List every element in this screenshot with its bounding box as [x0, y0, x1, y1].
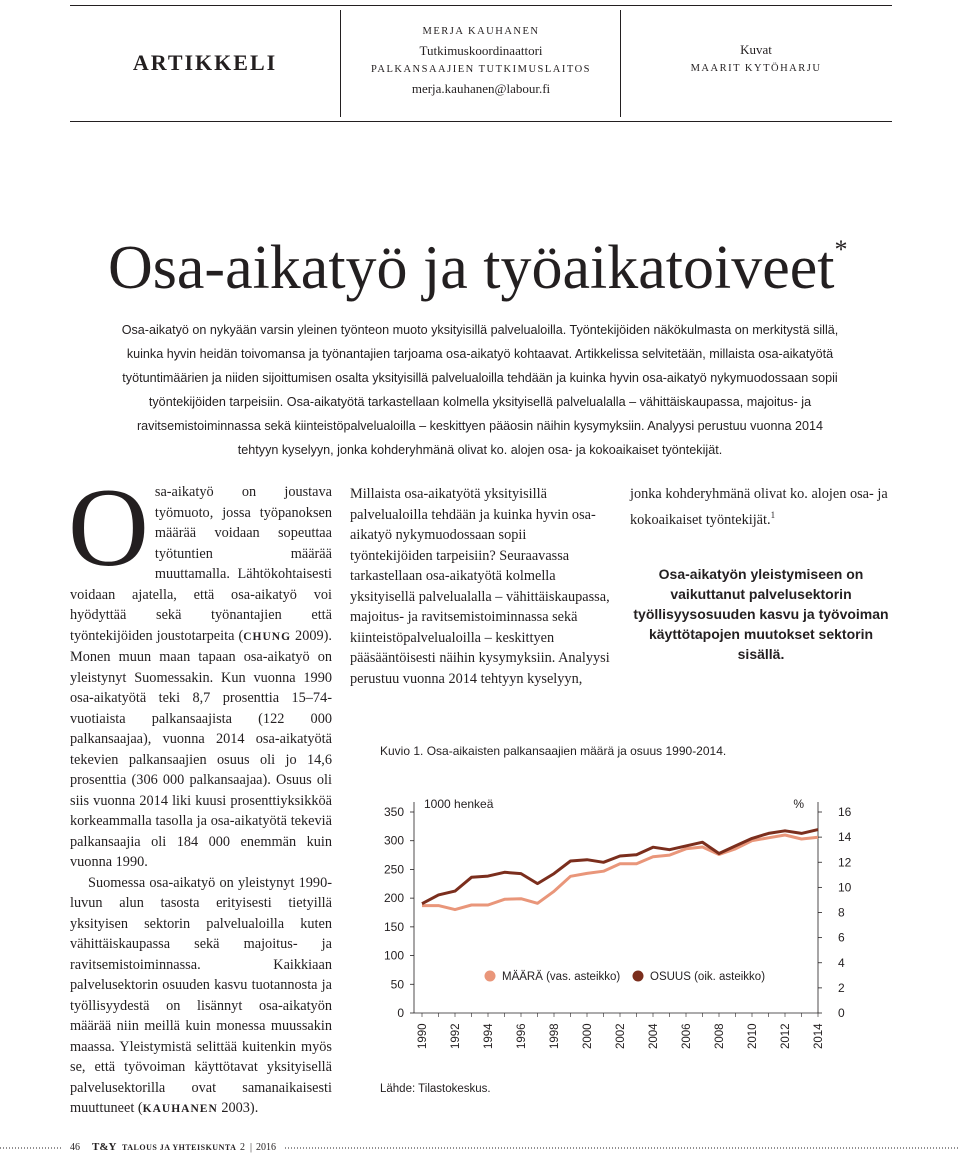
right-tick-label: 12 — [838, 855, 852, 870]
header-bottom-rule — [70, 121, 892, 122]
left-tick-label: 350 — [383, 805, 404, 819]
pull-quote: Osa-aikatyön yleistymiseen on vaikuttanut palvelusektorin työllisyysosuuden kasvu ja työvoiman käyttötapojen muutokset sektorin sisällä. — [633, 566, 889, 662]
page-number: 46 — [70, 1142, 80, 1153]
author-org: PALKANSAAJIEN TUTKIMUSLAITOS — [370, 64, 592, 75]
left-tick-label: 150 — [383, 919, 404, 934]
left-tick-label: 300 — [383, 833, 404, 848]
title-text: Osa-aikatyö ja työaikatoiveet — [108, 234, 835, 302]
figure-source: Lähde: Tilastokeskus. — [380, 1083, 491, 1095]
x-tick-label: 2008 — [714, 1023, 726, 1049]
x-tick-label: 1992 — [450, 1023, 462, 1049]
series-line-maara — [422, 835, 818, 910]
col1-text-d: 2003). — [217, 1100, 259, 1116]
left-tick-label: 50 — [390, 977, 404, 992]
x-tick-label: 2000 — [582, 1023, 594, 1049]
right-tick-label: 2 — [838, 980, 845, 995]
x-tick-label: 2010 — [747, 1023, 759, 1049]
right-tick-label: 10 — [838, 880, 852, 895]
x-tick-label: 2002 — [615, 1023, 627, 1049]
right-tick-label: 0 — [838, 1006, 845, 1020]
x-tick-label: 1996 — [516, 1023, 528, 1049]
header-divider-2 — [620, 10, 621, 117]
col3-text: jonka kohderyhmänä olivat ko. alojen osa- ja kokoaikaiset työntekijät. — [630, 486, 888, 528]
right-tick-label: 8 — [838, 905, 845, 920]
legend-marker — [485, 971, 496, 982]
right-unit-label: % — [793, 797, 804, 811]
col1-text-b: 2009). Monen muun maan tapaan osa-aikatyö on yleistynyt Suomessakin. Kun vuonna 1990 osa-aikatyötä teki 8,7 prosenttia 15–74-vuotiaista palkansaajista (122 000 palkansaajaa), vuonna 2014 osa-aikatyötä tekevien palkansaajien osuus oli jo 14,6 prosenttia (306 000 palkansaajaa). Osuus oli siis vuonna 2014 liki kuusi prosenttiyksikköä korkeammalla tasolla ja osa-aikatyötä tekeviä palkansaajia oli 184 000 enemmän kuin vuonna 1990. — [70, 627, 332, 870]
legend-marker — [633, 971, 644, 982]
right-tick-label: 14 — [838, 830, 852, 845]
drop-cap: O — [68, 466, 149, 590]
author-name: MERJA KAUHANEN — [422, 26, 540, 37]
left-tick-label: 100 — [383, 948, 404, 963]
header-divider-1 — [340, 10, 341, 117]
col1-text-c: Suomessa osa-aikatyö on yleistynyt 1990-luvun alun tasosta erityisesti tietyillä yksityisen sektorin palvelualoilla kuten vähittäiskaupassa sekä majoitus- ja ravitsemistoiminnassa. Kaikkiaan palvelusektorin osuuden kasvu tuotannosta ja työllisyydestä on lisännyt osa-aikatyön määrää niin meillä kuin monessa muussakin maassa. Yleistymistä selittää kuitenkin myös se, että työvoiman käyttötavat yksityisellä palvelusektorilla ovat samanaikaisesti muuttuneet ( — [70, 874, 332, 1116]
left-unit-label: 1000 henkeä — [424, 797, 494, 811]
photo-credit — [622, 40, 890, 78]
body-column-1 — [68, 466, 332, 1120]
page-footer — [0, 1138, 960, 1157]
line-chart — [370, 790, 870, 1080]
left-tick-label: 0 — [397, 1006, 404, 1020]
left-tick-label: 200 — [383, 891, 404, 906]
right-tick-label: 4 — [838, 955, 845, 970]
col1-text-a: sa-aikatyö on joustava työmuoto, jossa työpanoksen määrää voidaan sopeuttaa työtuntien määrää muuttamalla. Lähtökohtaisesti voidaan ajatella, että osa-aikatyö voi hyödyttää sekä työnantajien että työntekijöiden joustotarpeita ( — [70, 484, 332, 644]
x-tick-label: 2014 — [813, 1023, 825, 1049]
x-tick-label: 2006 — [681, 1023, 693, 1049]
magazine-logo: T&Y — [92, 1141, 117, 1153]
issue-number: 2 — [240, 1142, 245, 1153]
left-tick-label: 250 — [383, 862, 404, 877]
footnote-ref: 1 — [770, 509, 776, 520]
x-tick-label: 1994 — [483, 1023, 495, 1049]
body-column-2: Millaista osa-aikatyötä yksityisillä palvelualoilla tehdään ja kuinka hyvin osa-aikatyö nykymuodossaan sopii työntekijöiden tarpeisiin? Seuraavassa tarkastellaan osa-aikatyötä kolmella yksityisellä palvelualalla – vähittäiskaupassa, majoitus- ja ravitsemistoiminnassa sekä kiinteistöpalvelualoilla – keskittyen pääsääntöisesti näihin kysymyksiin. Analyysi perustuu vuonna 2014 tehtyyn kyselyyn, — [350, 486, 610, 687]
issue-year: 2016 — [256, 1142, 276, 1153]
right-tick-label: 16 — [838, 805, 852, 819]
title-footnote-mark: * — [834, 235, 848, 264]
author-role: Tutkimuskoordinaattori — [419, 43, 543, 58]
citation-chung: CHUNG — [243, 630, 292, 643]
legend-label: OSUUS (oik. asteikko) — [650, 971, 766, 983]
right-tick-label: 6 — [838, 930, 845, 945]
article-lede: Osa-aikatyö on nykyään varsin yleinen työnteon muoto yksityisillä palvelualoilla. Työntekijöiden näkökulmasta on merkitystä sillä, kuinka hyvin heidän toivomansa ja työnantajien tarjoama osa-aikatyö kohtaavat. Artikkelissa selvitetään, millaista osa-aikatyötä työtuntimäärien ja niiden sijoittumisen osalta yksityisillä palvelualoilla tehdään ja kuinka hyvin osa-aikatyö nykymuodossaan sopii työntekijöiden tarpeisiin. Osa-aikatyötä tarkastellaan kolmella yksityisellä palvelualalla – vähittäiskaupassa, majoitus- ja ravitsemistoiminnassa sekä kiinteistöpalvelualoilla – keskittyen pääosin näihin kysymyksiin. Analyysi perustuu vuonna 2014 tehtyyn kyselyyn, jonka kohderyhmänä olivat ko. alojen osa- ja kokoaikaiset työntekijät. — [121, 323, 839, 457]
section-label: ARTIKKELI — [132, 50, 278, 75]
x-tick-label: 2012 — [780, 1023, 792, 1049]
article-title — [108, 212, 848, 306]
magazine-name: TALOUS JA YHTEISKUNTA — [122, 1143, 237, 1152]
citation-kauhanen: KAUHANEN — [142, 1103, 218, 1115]
author-block — [342, 22, 620, 98]
legend-label: MÄÄRÄ (vas. asteikko) — [502, 971, 621, 983]
figure-caption: Kuvio 1. Osa-aikaisten palkansaajien määrä ja osuus 1990-2014. — [380, 744, 727, 758]
author-email[interactable]: merja.kauhanen@labour.fi — [411, 81, 551, 96]
header-top-rule — [70, 5, 892, 6]
x-tick-label: 2004 — [648, 1023, 660, 1049]
x-tick-label: 1990 — [417, 1023, 429, 1049]
body-column-3 — [630, 484, 892, 530]
issue-separator: | — [250, 1142, 253, 1153]
x-tick-label: 1998 — [549, 1023, 561, 1049]
photographer: MAARIT KYTÖHARJU — [690, 63, 822, 74]
photos-label: Kuvat — [740, 42, 772, 57]
